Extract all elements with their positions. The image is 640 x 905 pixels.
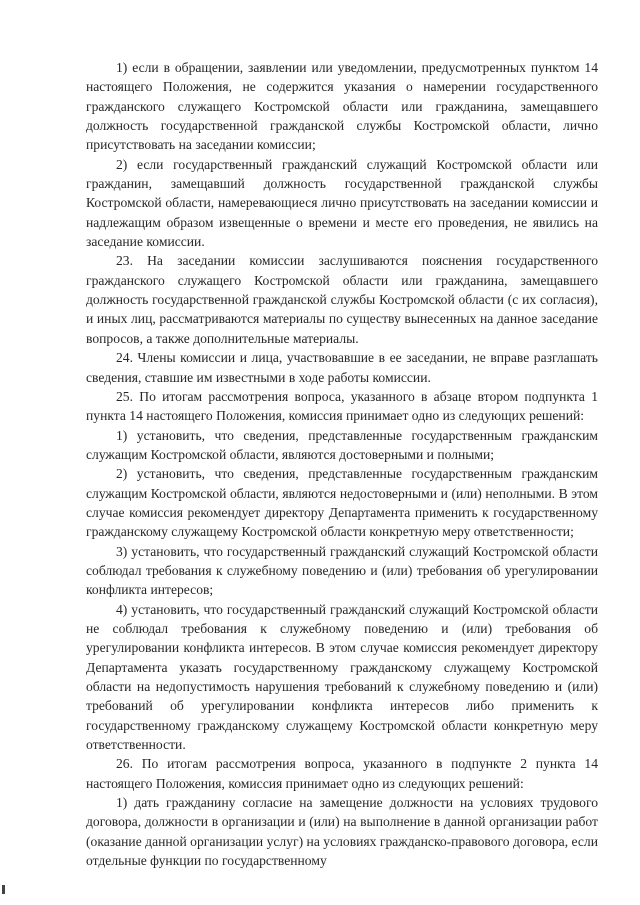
paragraph-25-item-1: 1) установить, что сведения, представленные государственным гражданским служащим Костромской области, являются достоверными и полными; (86, 427, 598, 462)
document-body (86, 58, 598, 870)
paragraph-25-item-4: 4) установить, что государственный гражданский служащий Костромской области не соблюдал требования к служебному поведению и (или) требования об урегулировании конфликта интересов. В этом случае комиссия рекомендует директору Департамента указать государственному гражданскому служащему Костромской области на недопустимость нарушения требований к служебному поведению и (или) требований об урегулировании конфликта интересов либо применить к государственному гражданскому служащему Костромской области конкретную меру ответственности. (86, 601, 598, 753)
paragraph-25: 25. По итогам рассмотрения вопроса, указанного в абзаце втором подпункта 1 пункта 14 настоящего Положения, комиссия принимает одно из следующих решений: (86, 388, 598, 424)
paragraph-26-item-1: 1) дать гражданину согласие на замещение должности на условиях трудового договора, должности в организации и (или) на выполнение в данной организации работ (оказание данной организации услуг) на условиях гражданско-правового договора, если отдельные функции по государственному (86, 795, 598, 869)
scan-margin-mark (2, 885, 5, 894)
paragraph-25-item-3: 3) установить, что государственный гражданский служащий Костромской области соблюдал требования к служебному поведению и (или) требования об урегулировании конфликта интересов; (86, 543, 598, 598)
paragraph-25-item-2: 2) установить, что сведения, представленные государственным гражданским служащим Костромской области, являются недостоверными и (или) неполными. В этом случае комиссия рекомендует директору Департамента применить к государственному гражданскому служащему Костромской области конкретную меру ответственности; (86, 466, 598, 540)
paragraph-item-2: 2) если государственный гражданский служащий Костромской области или гражданин, замещавший должность государственной гражданской службы Костромской области, намеревающиеся лично присутствовать на заседании комиссии и надлежащим образом извещенные о времени и месте его проведения, не явились на заседание комиссии. (86, 156, 598, 250)
paragraph-26: 26. По итогам рассмотрения вопроса, указанного в подпункте 2 пункта 14 настоящего Положения, комиссия принимает одно из следующих решений: (86, 756, 598, 791)
paragraph-23: 23. На заседании комиссии заслушиваются пояснения государственного гражданского служащего Костромской области или гражданина, замещавшего должность государственной гражданской службы Костромской области (с их согласия), и иных лиц, рассматриваются материалы по существу вынесенных на данное заседание вопросов, а также дополнительные материалы. (86, 253, 598, 346)
paragraph-item-1: 1) если в обращении, заявлении или уведомлении, предусмотренных пунктом 14 настоящего Положения, не содержится указания о намерении государственного гражданского служащего Костромской области или гражданина, замещавшего должность государственной гражданской службы Костромской области, лично присутствовать на заседании комиссии; (86, 60, 598, 153)
paragraph-24: 24. Члены комиссии и лица, участвовавшие в ее заседании, не вправе разглашать сведения, ставшие им известными в ходе работы комиссии. (86, 350, 598, 385)
